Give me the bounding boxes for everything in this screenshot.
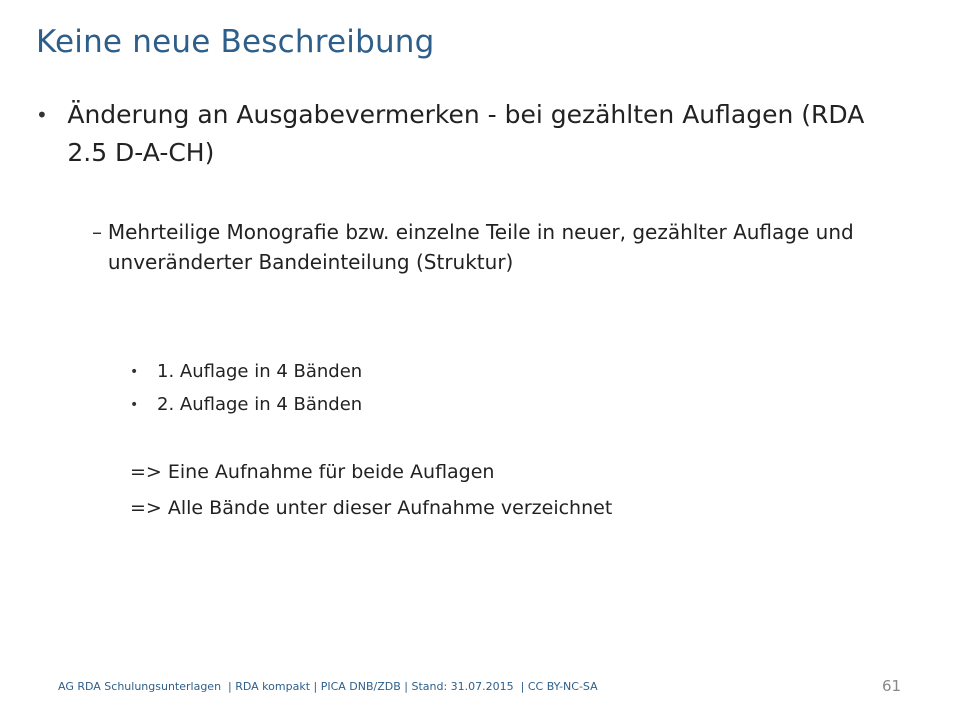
bullet-marker: •: [130, 364, 139, 380]
bullet-marker: •: [36, 103, 48, 127]
bullet-level3: [130, 359, 362, 385]
bullet-marker: •: [130, 397, 139, 413]
footer-text: AG RDA Schulungsunterlagen | RDA kompakt | PICA DNB/ZDB | Stand: 31.07.2015 | CC BY-NC-SA: [58, 680, 598, 693]
bullet-level2-text: Mehrteilige Monografie bzw. einzelne Teile in neuer, gezählter Auflage und unveränderter Bandeinteilung (Struktur): [107, 220, 854, 274]
result-line: => Alle Bände unter dieser Aufnahme verzeichnet: [130, 497, 613, 519]
page-number: 61: [882, 677, 902, 695]
result-line: => Eine Aufnahme für beide Auflagen: [130, 461, 495, 483]
bullet-level2: [92, 217, 872, 277]
bullet-level1: [36, 96, 896, 172]
bullet-level3-text: 2. Auflage in 4 Bänden: [157, 394, 363, 415]
bullet-level1-text: Änderung an Ausgabevermerken - bei gezählten Auflagen (RDA 2.5 D-A-CH): [67, 100, 865, 167]
bullet-level3-text: 1. Auflage in 4 Bänden: [157, 361, 363, 382]
bullet-level3: [130, 392, 362, 418]
slide-title: Keine neue Beschreibung: [36, 24, 435, 60]
dash-marker: –: [92, 220, 102, 244]
